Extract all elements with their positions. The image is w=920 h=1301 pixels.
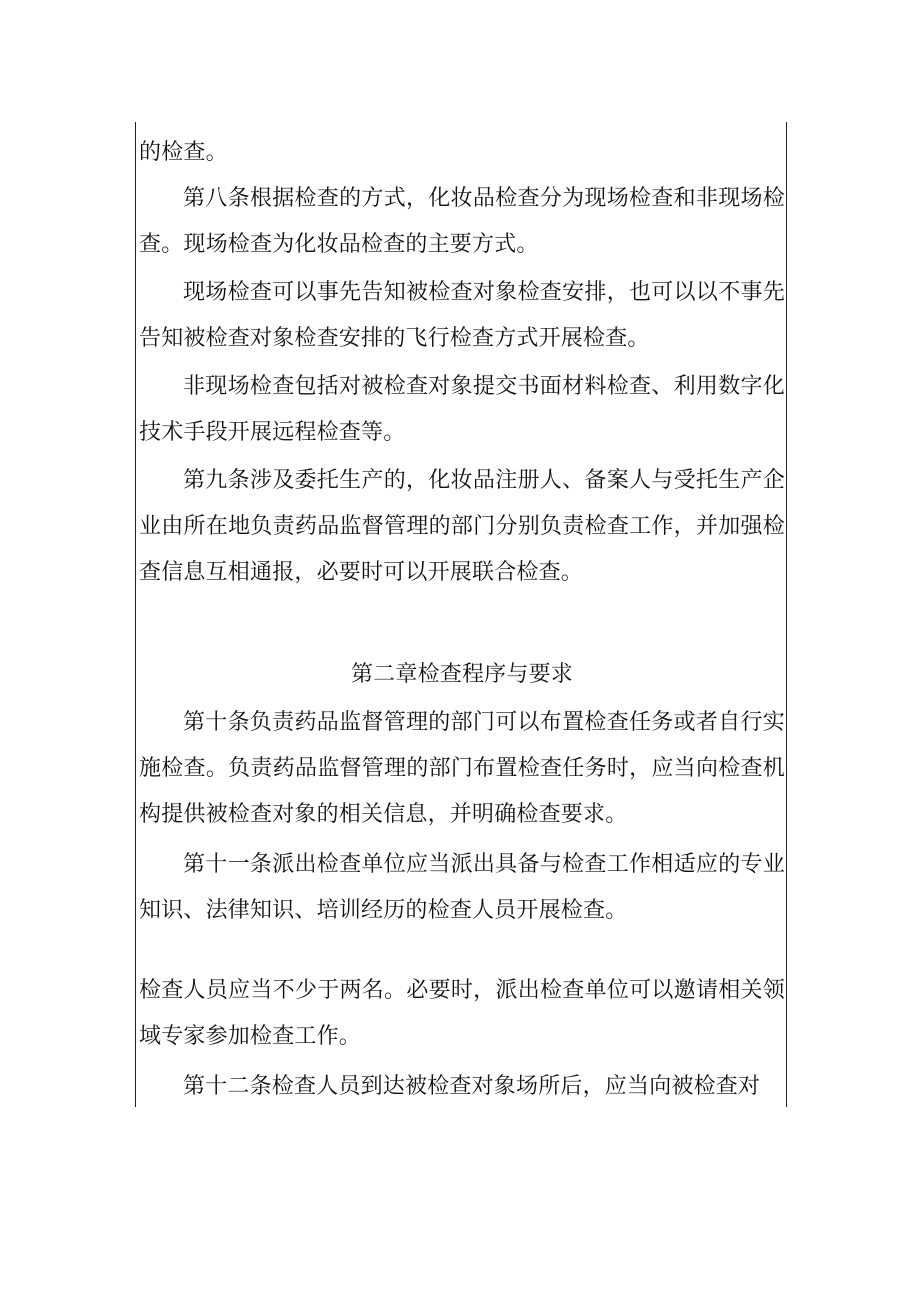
chapter-heading: 第二章检查程序与要求 — [350, 662, 573, 687]
inspector-count-paragraph: 检查人员应当不少于两名。必要时，派出检查单位可以邀请相关领域专家参加检查工作。 — [139, 978, 785, 1049]
article-10-paragraph: 第十条负责药品监督管理的部门可以布置检查任务或者自行实施检查。负责药品监督管理的部门布置检查任务时，应当向检查机构提供被检查对象的相关信息，并明确检查要求。 — [139, 710, 785, 827]
article-11-paragraph: 第十一条派出检查单位应当派出具备与检查工作相适应的专业知识、法律知识、培训经历的检查人员开展检查。 — [139, 852, 785, 923]
article-9-paragraph: 第九条涉及委托生产的，化妆品注册人、备案人与受托生产企业由所在地负责药品监督管理的部门分别负责检查工作，并加强检查信息互相通报，必要时可以开展联合检查。 — [139, 468, 785, 585]
article-8-paragraph: 第八条根据检查的方式，化妆品检查分为现场检查和非现场检查。现场检查为化妆品检查的主要方式。 — [139, 186, 785, 257]
offsite-inspection-paragraph: 非现场检查包括对被检查对象提交书面材料检查、利用数字化技术手段开展远程检查等。 — [139, 374, 785, 445]
paragraph-continuation: 的检查。 — [139, 140, 228, 165]
article-12-paragraph: 第十二条检查人员到达被检查对象场所后，应当向被检查对 — [183, 1074, 761, 1099]
left-margin-rule — [135, 122, 136, 1107]
onsite-inspection-paragraph: 现场检查可以事先告知被检查对象检查安排，也可以以不事先告知被检查对象检查安排的飞行检查方式开展检查。 — [139, 280, 785, 351]
right-margin-rule — [786, 122, 787, 1107]
